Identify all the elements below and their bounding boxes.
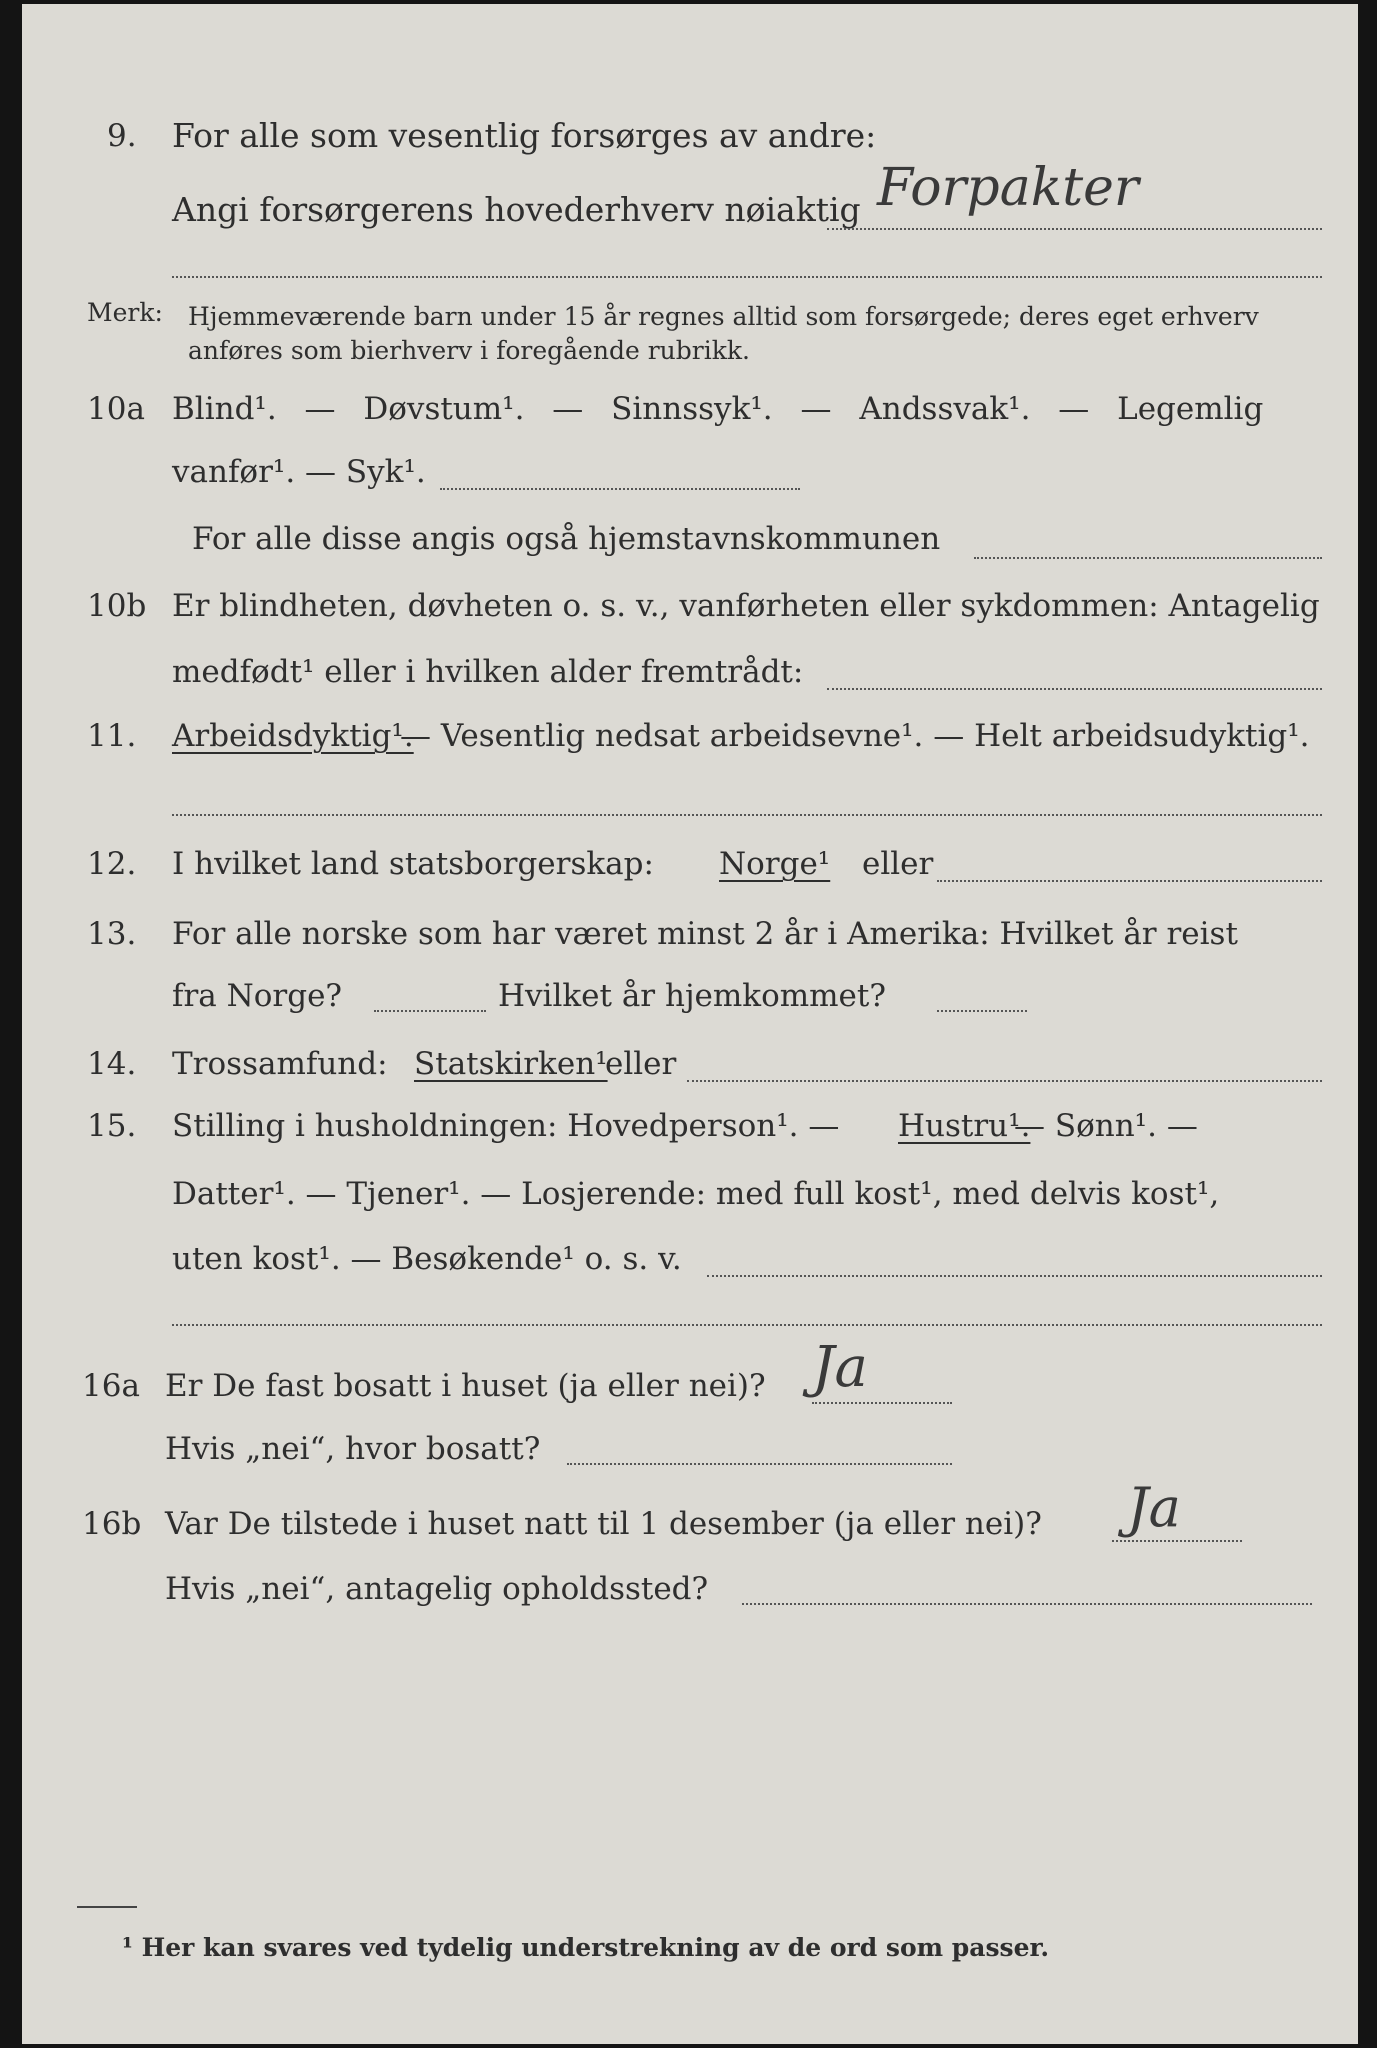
selected-option: Norge¹ bbox=[719, 846, 831, 882]
question-text: Datter¹. — Tjener¹. — Losjerende: med full kost¹, med delvis kost¹, bbox=[172, 1176, 1220, 1212]
question-text: Er De fast bosatt i huset (ja eller nei)? bbox=[165, 1368, 766, 1404]
answer-line bbox=[812, 1402, 952, 1404]
question-text: Hvilket år hjemkommet? bbox=[498, 978, 886, 1014]
note-text: Hjemmeværende barn under 15 år regnes alltid som forsørgede; deres eget erhverv bbox=[188, 302, 1259, 331]
question-text: Er blindheten, døvheten o. s. v., vanførheten eller sykdommen: Antagelig bbox=[172, 588, 1320, 624]
question-text: I hvilket land statsborgerskap: bbox=[172, 846, 654, 882]
question-text: medfødt¹ eller i hvilken alder fremtrådt: bbox=[172, 654, 804, 690]
answer-line bbox=[687, 1080, 1322, 1082]
answer-line bbox=[937, 880, 1322, 882]
handwritten-answer: Ja bbox=[812, 1335, 868, 1400]
question-text: Hvis „nei“, antagelig opholdssted? bbox=[165, 1571, 709, 1607]
question-number: 10b bbox=[87, 588, 147, 624]
question-number: 14. bbox=[87, 1046, 137, 1082]
question-text: Var De tilstede i huset natt til 1 desember (ja eller nei)? bbox=[165, 1506, 1042, 1542]
handwritten-answer: Forpakter bbox=[877, 158, 1139, 218]
question-text: Trossamfund: bbox=[172, 1046, 388, 1082]
answer-line bbox=[937, 1010, 1027, 1012]
answer-line bbox=[827, 688, 1322, 690]
census-form-page bbox=[22, 4, 1358, 2044]
question-text: Angi forsørgerens hovederhverv nøiaktig bbox=[172, 190, 861, 229]
question-text: Blind¹. — Døvstum¹. — Sinnssyk¹. — Andssvak¹. — Legemlig bbox=[172, 391, 1264, 427]
footnote: ¹ Her kan svares ved tydelig understrekning av de ord som passer. bbox=[122, 1933, 1050, 1962]
footnote-rule bbox=[77, 1906, 137, 1908]
answer-line bbox=[374, 1010, 486, 1012]
answer-line bbox=[172, 1324, 1322, 1326]
question-text: For alle som vesentlig forsørges av andre: bbox=[172, 116, 877, 155]
answer-line bbox=[440, 488, 800, 490]
handwritten-answer: Ja bbox=[1127, 1476, 1181, 1539]
question-text: fra Norge? bbox=[172, 978, 343, 1014]
question-text: Stilling i husholdningen: Hovedperson¹. — bbox=[172, 1108, 840, 1144]
answer-line bbox=[567, 1463, 952, 1465]
answer-line bbox=[742, 1603, 1312, 1605]
answer-line bbox=[707, 1275, 1322, 1277]
question-number: 16b bbox=[82, 1506, 142, 1542]
selected-option: Arbeidsdyktig¹. bbox=[172, 718, 414, 754]
question-text: uten kost¹. — Besøkende¹ o. s. v. bbox=[172, 1241, 682, 1277]
question-number: 16a bbox=[82, 1368, 140, 1404]
question-text: For alle norske som har været minst 2 år i Amerika: Hvilket år reist bbox=[172, 916, 1238, 952]
question-text: vanfør¹. — Syk¹. bbox=[172, 454, 426, 490]
answer-line bbox=[827, 228, 1322, 230]
question-number: 11. bbox=[87, 718, 137, 754]
question-text: Hvis „nei“, hvor bosatt? bbox=[165, 1431, 541, 1467]
question-text: For alle disse angis også hjemstavnskommunen bbox=[192, 521, 941, 557]
question-number: 15. bbox=[87, 1108, 137, 1144]
answer-line bbox=[172, 276, 1322, 278]
question-number: 10a bbox=[87, 391, 145, 427]
answer-line bbox=[974, 557, 1322, 559]
question-text: eller bbox=[862, 846, 934, 882]
question-text: — Sønn¹. — bbox=[1014, 1108, 1198, 1144]
answer-line bbox=[1112, 1540, 1242, 1542]
selected-option: Hustru¹. bbox=[898, 1108, 1031, 1144]
note-text: anføres som bierhverv i foregående rubrikk. bbox=[188, 336, 750, 365]
question-number: 12. bbox=[87, 846, 137, 882]
question-text: eller bbox=[605, 1046, 677, 1082]
answer-line bbox=[172, 814, 1322, 816]
selected-option: Statskirken¹ bbox=[414, 1046, 608, 1082]
question-number: 13. bbox=[87, 916, 137, 952]
note-label: Merk: bbox=[87, 298, 163, 327]
question-number: 9. bbox=[107, 118, 137, 154]
question-text: — Vesentlig nedsat arbeidsevne¹. — Helt arbeidsudyktig¹. bbox=[400, 718, 1310, 754]
